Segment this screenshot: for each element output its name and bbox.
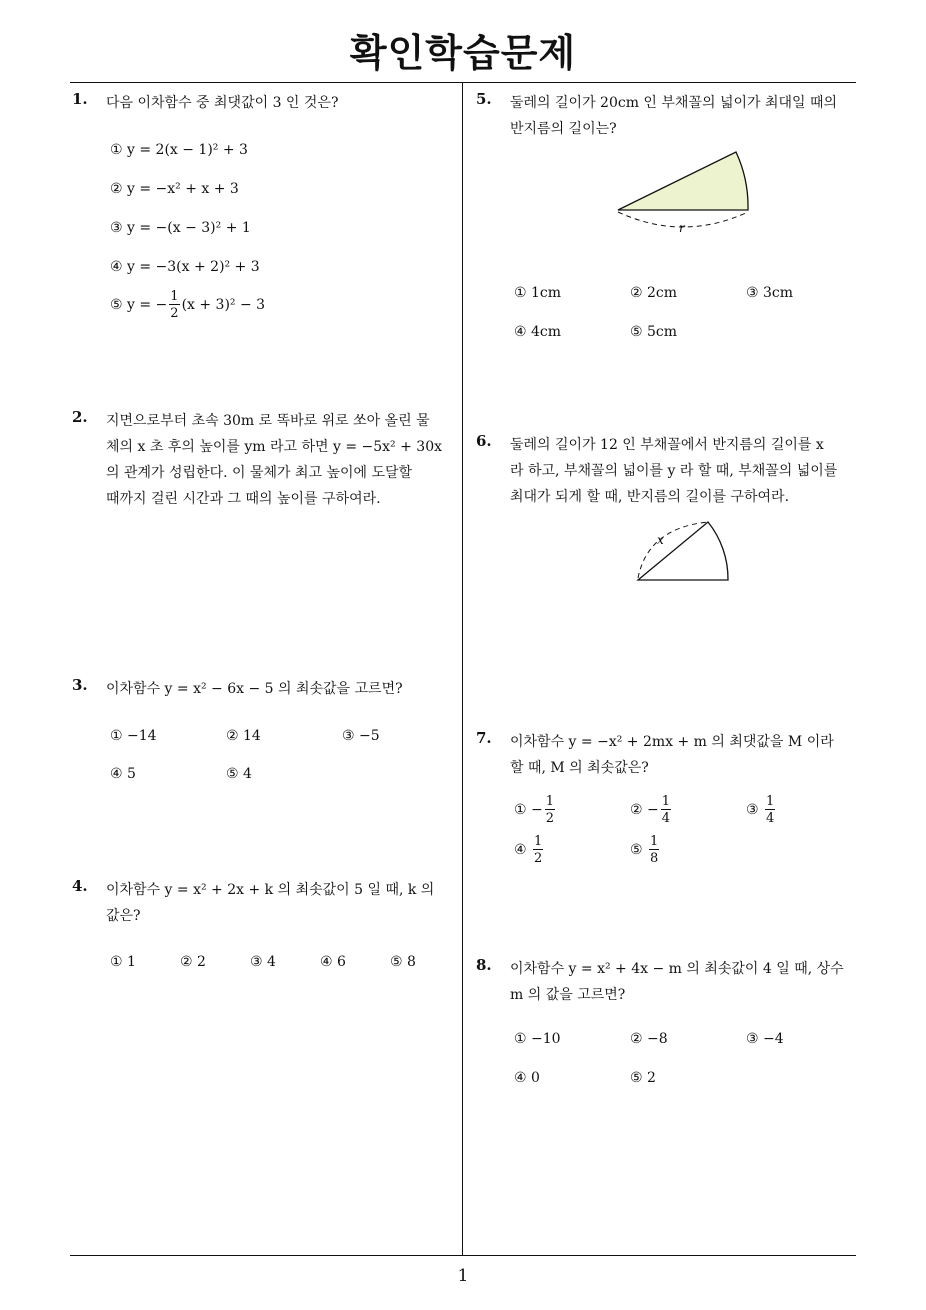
fraction-numerator: 1 — [545, 794, 555, 809]
option-3[interactable]: ③ 3cm — [746, 285, 794, 301]
question-line: 때까지 걸린 시간과 그 때의 높이를 구하여라. — [106, 491, 381, 507]
question-line: 이차함수 y = x² + 4x − m 의 최솟값이 4 일 때, 상수 — [510, 961, 844, 977]
fraction — [169, 290, 179, 320]
option-4[interactable]: ④ 0 — [514, 1070, 540, 1086]
option-5[interactable]: ⑤ 2 — [630, 1070, 656, 1086]
option-1[interactable]: ① −10 — [514, 1031, 561, 1047]
option-mark: ④ — [514, 842, 527, 858]
question-text: 이차함수 y = x² − 6x − 5 의 최솟값을 고르면? — [106, 681, 403, 697]
question-text — [106, 408, 442, 512]
top-rule — [70, 82, 856, 83]
option-1[interactable]: ① y = 2(x − 1)² + 3 — [110, 142, 248, 158]
option-5-prefix: ⑤ y = − — [110, 297, 168, 313]
fraction-denominator: 4 — [661, 811, 671, 826]
fraction — [545, 795, 555, 825]
option-3[interactable]: ③ 4 — [250, 954, 276, 970]
option-sign: − — [531, 802, 543, 818]
question-number: 4. — [72, 877, 88, 895]
question-text — [106, 877, 434, 929]
option-2[interactable]: ② 14 — [226, 728, 261, 744]
option-4[interactable]: ④ 5 — [110, 766, 136, 782]
fraction-denominator: 2 — [170, 306, 179, 321]
question-line: 의 관계가 성립한다. 이 물체가 최고 높이에 도달할 — [106, 465, 413, 481]
question-text — [510, 432, 837, 510]
option-2[interactable]: ② y = −x² + x + 3 — [110, 181, 239, 197]
question-number: 5. — [476, 90, 492, 108]
question-number: 1. — [72, 90, 88, 108]
question-line: 이차함수 y = −x² + 2mx + m 의 최댓값을 M 이라 — [510, 734, 834, 750]
column-divider — [462, 83, 463, 1255]
fraction — [533, 835, 543, 865]
option-4[interactable]: ④ y = −3(x + 2)² + 3 — [110, 259, 260, 275]
option-mark: ② — [630, 802, 643, 818]
option-5[interactable]: ⑤ 8 — [390, 954, 416, 970]
option-5[interactable]: ⑤ 4 — [226, 766, 252, 782]
question-text — [510, 956, 844, 1008]
page-title: 확인학습문제 — [349, 31, 577, 75]
question-number: 7. — [476, 729, 492, 747]
fraction-numerator: 1 — [534, 834, 543, 849]
option-2[interactable]: ② 2cm — [630, 285, 678, 301]
fraction-denominator: 4 — [766, 811, 775, 826]
option-5[interactable]: ⑤ 5cm — [630, 324, 678, 340]
option-3[interactable]: ③ −4 — [746, 1031, 784, 1047]
question-number: 2. — [72, 408, 88, 426]
sector-figure — [616, 150, 756, 240]
option-2[interactable]: ② −8 — [630, 1031, 668, 1047]
option-mark: ① — [514, 802, 527, 818]
fraction-denominator: 2 — [545, 811, 555, 826]
question-number: 6. — [476, 432, 492, 450]
radius-label: x — [657, 533, 664, 547]
question-line: 둘레의 길이가 20cm 인 부채꼴의 넓이가 최대일 때의 — [510, 95, 838, 111]
option-2[interactable]: ② 2 — [180, 954, 206, 970]
option-5[interactable] — [110, 290, 265, 320]
question-line: 체의 x 초 후의 높이를 ym 라고 하면 y = −5x² + 30x — [106, 439, 442, 455]
question-line: 반지름의 길이는? — [510, 121, 617, 137]
option-3[interactable]: ③ −5 — [342, 728, 380, 744]
page-number: 1 — [457, 1266, 469, 1286]
option-1[interactable]: ① −14 — [110, 728, 157, 744]
option-mark: ⑤ — [630, 842, 643, 858]
question-text: 다음 이차함수 중 최댓값이 3 인 것은? — [106, 95, 339, 111]
fraction — [649, 835, 659, 865]
question-line: 라 하고, 부채꼴의 넓이를 y 라 할 때, 부채꼴의 넓이를 — [510, 463, 838, 479]
option-3[interactable] — [746, 795, 777, 825]
question-line: 최대가 되게 할 때, 반지름의 길이를 구하여라. — [510, 489, 790, 505]
question-text — [510, 90, 837, 142]
option-sign: − — [647, 802, 659, 818]
option-3[interactable]: ③ y = −(x − 3)² + 1 — [110, 220, 251, 236]
option-5-suffix: (x + 3)² − 3 — [181, 297, 266, 313]
question-number: 3. — [72, 676, 88, 694]
question-text — [510, 729, 834, 781]
question-line: 둘레의 길이가 12 인 부채꼴에서 반지름의 길이를 x — [510, 437, 824, 453]
fraction-denominator: 2 — [534, 851, 543, 866]
option-2[interactable] — [630, 795, 673, 825]
fraction-numerator: 1 — [661, 794, 671, 809]
option-4[interactable]: ④ 4cm — [514, 324, 562, 340]
option-4[interactable] — [514, 835, 545, 865]
option-1[interactable]: ① 1 — [110, 954, 136, 970]
fraction — [661, 795, 671, 825]
question-line: 지면으로부터 초속 30m 로 똑바로 위로 쏘아 올린 물 — [106, 413, 430, 429]
question-line: m 의 값을 고르면? — [510, 987, 626, 1003]
option-4[interactable]: ④ 6 — [320, 954, 346, 970]
sector-figure — [636, 520, 736, 585]
fraction-denominator: 8 — [650, 851, 659, 866]
question-line: 이차함수 y = x² + 2x + k 의 최솟값이 5 일 때, k 의 — [106, 882, 435, 898]
option-mark: ③ — [746, 802, 759, 818]
bottom-rule — [70, 1255, 856, 1256]
fraction-numerator: 1 — [766, 794, 775, 809]
question-number: 8. — [476, 956, 492, 974]
fraction-numerator: 1 — [170, 289, 179, 304]
fraction — [765, 795, 775, 825]
fraction-numerator: 1 — [650, 834, 659, 849]
question-line: 값은? — [106, 908, 141, 924]
option-1[interactable] — [514, 795, 557, 825]
option-5[interactable] — [630, 835, 661, 865]
option-1[interactable]: ① 1cm — [514, 285, 562, 301]
question-line: 할 때, M 의 최솟값은? — [510, 760, 649, 776]
radius-label: r — [679, 221, 685, 235]
